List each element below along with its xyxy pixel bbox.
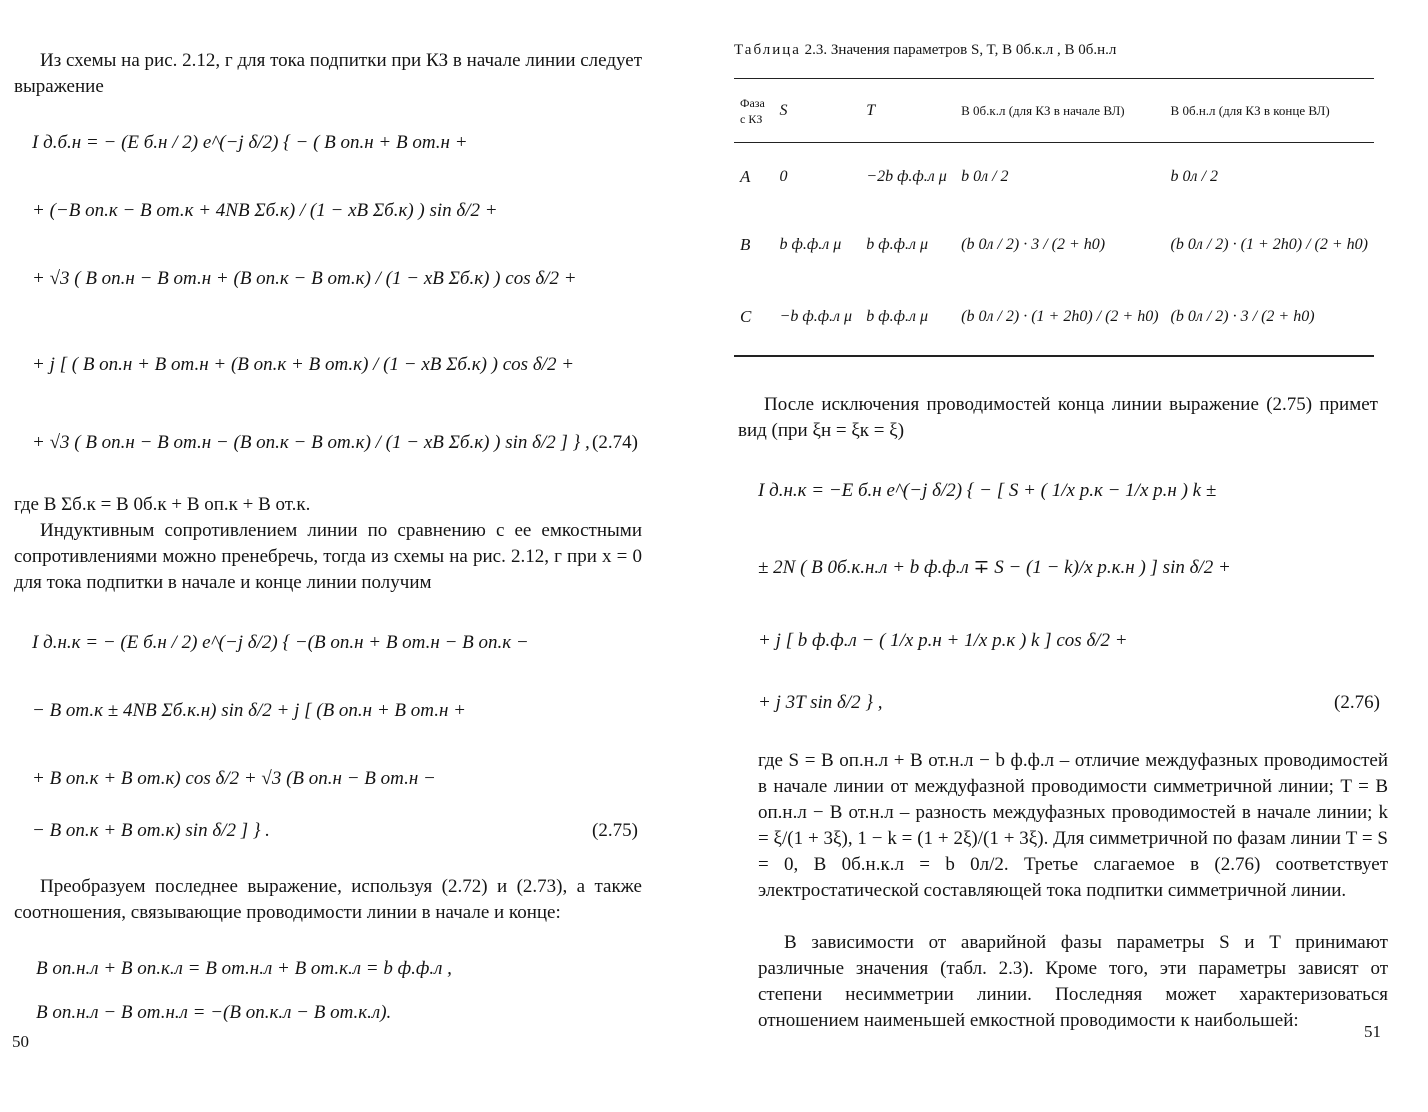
eq275-line-3: + B оп.к + B от.к) cos δ/2 + √3 (B оп.н − B от.н − — [32, 768, 436, 789]
table-caption — [734, 42, 1116, 59]
eq276-number: (2.76) — [1334, 692, 1380, 713]
table-caption-lead: Таблица — [734, 42, 801, 58]
header-b0-nl: B 0б.н.л (для КЗ в конце ВЛ) — [1165, 80, 1374, 143]
cell-b0-nl: (b 0л / 2) · (1 + 2h0) / (2 + h0) — [1170, 236, 1368, 253]
table-header-row — [734, 80, 1374, 143]
cell-phase: B — [740, 235, 751, 254]
table-caption-text: 2.3. Значения параметров S, T, B 0б.к.л , B 0б.н.л — [804, 42, 1117, 58]
cell-b0-kl: (b 0л / 2) · (1 + 2h0) / (2 + h0) — [955, 279, 1164, 356]
eq276-line-4: + j 3T sin δ/2 } , — [758, 692, 883, 713]
eq275-number: (2.75) — [592, 820, 638, 841]
eq276-line-1: I д.н.к = −E б.н e^(−j δ/2) { − [ S + ( 1/x р.к − 1/x р.н ) k ± — [758, 480, 1217, 501]
cell-b0-kl: (b 0л / 2) · 3 / (2 + h0) — [961, 236, 1106, 253]
eq274-line-1: I д.б.н = − (E б.н / 2) e^(−j δ/2) { − ( B оп.н + B от.н + — [32, 132, 468, 153]
right-page — [714, 0, 1428, 1112]
relation-1: B оп.н.л + B оп.к.л = B от.н.л + B от.к.л = b ф.ф.л , — [36, 958, 452, 979]
inductive-paragraph: Индуктивным сопротивлением линии по сравнению с ее емкостными сопротивлениями можно пренебречь, тогда из схемы на рис. 2.12, г при x = 0 для тока подпитки в начале и конце линии получим — [14, 520, 642, 593]
table-top-rule — [734, 78, 1374, 79]
table-row — [734, 143, 1374, 212]
table-row — [734, 279, 1374, 356]
eq275-line-1: I д.н.к = − (E б.н / 2) e^(−j δ/2) { −(B оп.н + B от.н − B оп.к − — [32, 632, 529, 653]
eq275-line-2: − B от.к ± 4NB Σб.к.н) sin δ/2 + j [ (B оп.н + B от.н + — [32, 700, 466, 721]
exclusion-paragraph: После исключения проводимостей конца линии выражение (2.75) примет вид (при ξн = ξк = ξ) — [738, 394, 1378, 441]
asymmetry-paragraph: В зависимости от аварийной фазы параметры S и T принимают различные значения (табл. 2.3). Кроме того, эти параметры зависят от степени несимметрии линии. Последняя может характеризоваться отношением наименьшей емкостной проводимости к наибольшей: — [758, 932, 1388, 1031]
cell-b0-nl: (b 0л / 2) · 3 / (2 + h0) — [1165, 279, 1374, 356]
eq276-line-3: + j [ b ф.ф.л − ( 1/x р.н + 1/x р.к ) k ] cos δ/2 + — [758, 630, 1128, 651]
cell-t: b ф.ф.л μ — [860, 279, 955, 356]
table-row — [734, 211, 1374, 279]
eq274-line-5: + √3 ( B оп.н − B от.н − (B оп.к − B от.к) / (1 − xB Σб.к) ) sin δ/2 ] } , — [32, 432, 590, 453]
cell-t: −2b ф.ф.л μ — [866, 168, 947, 185]
cell-s: −b ф.ф.л μ — [774, 279, 861, 356]
parameters-table — [734, 80, 1374, 357]
eq276-line-2: ± 2N ( B 0б.к.н.л + b ф.ф.л ∓ S − (1 − k)/x р.к.н ) ] sin δ/2 + — [758, 557, 1231, 578]
relation-2: B оп.н.л − B от.н.л = −(B оп.к.л − B от.к.л). — [36, 1002, 392, 1023]
left-page — [0, 0, 700, 1112]
header-phase: Фаза с КЗ — [734, 80, 774, 143]
cell-s: 0 — [779, 168, 788, 185]
header-t: T — [860, 80, 955, 143]
eq274-line-3: + √3 ( B оп.н − B от.н + (B оп.к − B от.к) / (1 − xB Σб.к) ) cos δ/2 + — [32, 268, 577, 289]
cell-phase: C — [734, 279, 774, 356]
cell-b0-nl: b 0л / 2 — [1170, 168, 1218, 185]
page-number-right: 51 — [1364, 1022, 1381, 1041]
where-s-t-paragraph: где S = B оп.н.л + B от.н.л − b ф.ф.л – отличие междуфазных проводимостей в начале линии от междуфазной проводимости симметричной линии; T = B оп.н.л − B от.н.л – разность междуфазных проводимостей в начале линии; k = ξ/(1 + 3ξ), 1 − k = (1 + 2ξ)/(1 + 3ξ). Для симметричной по фазам линии T = S = 0, B 0б.н.к.л = b 0л/2. Третье слагаемое в (2.76) соответствует электростатической составляющей тока подпитки симметричной линии. — [758, 750, 1388, 901]
header-b0-kl: B 0б.к.л (для КЗ в начале ВЛ) — [955, 80, 1164, 143]
transform-paragraph: Преобразуем последнее выражение, используя (2.72) и (2.73), а также соотношения, связывающие проводимости линии в начале и конце: — [14, 876, 642, 923]
page-number-left: 50 — [12, 1032, 29, 1051]
cell-b0-kl: b 0л / 2 — [961, 168, 1009, 185]
intro-paragraph: Из схемы на рис. 2.12, г для тока подпитки при КЗ в начале линии следует выражение — [14, 50, 642, 97]
cell-t: b ф.ф.л μ — [866, 236, 928, 253]
cell-phase: A — [740, 167, 751, 186]
cell-s: b ф.ф.л μ — [779, 236, 842, 253]
where-b-sigma: где B Σб.к = B 0б.к + B оп.к + B от.к. — [14, 494, 311, 515]
eq274-line-2: + (−B оп.к − B от.к + 4NB Σб.к) / (1 − xB Σб.к) ) sin δ/2 + — [32, 200, 498, 221]
eq275-line-4: − B оп.к + B от.к) sin δ/2 ] } . — [32, 820, 270, 841]
eq274-line-4: + j [ ( B оп.н + B от.н + (B оп.к + B от.к) / (1 − xB Σб.к) ) cos δ/2 + — [32, 354, 575, 375]
header-s: S — [774, 80, 861, 143]
eq274-number: (2.74) — [592, 432, 638, 453]
